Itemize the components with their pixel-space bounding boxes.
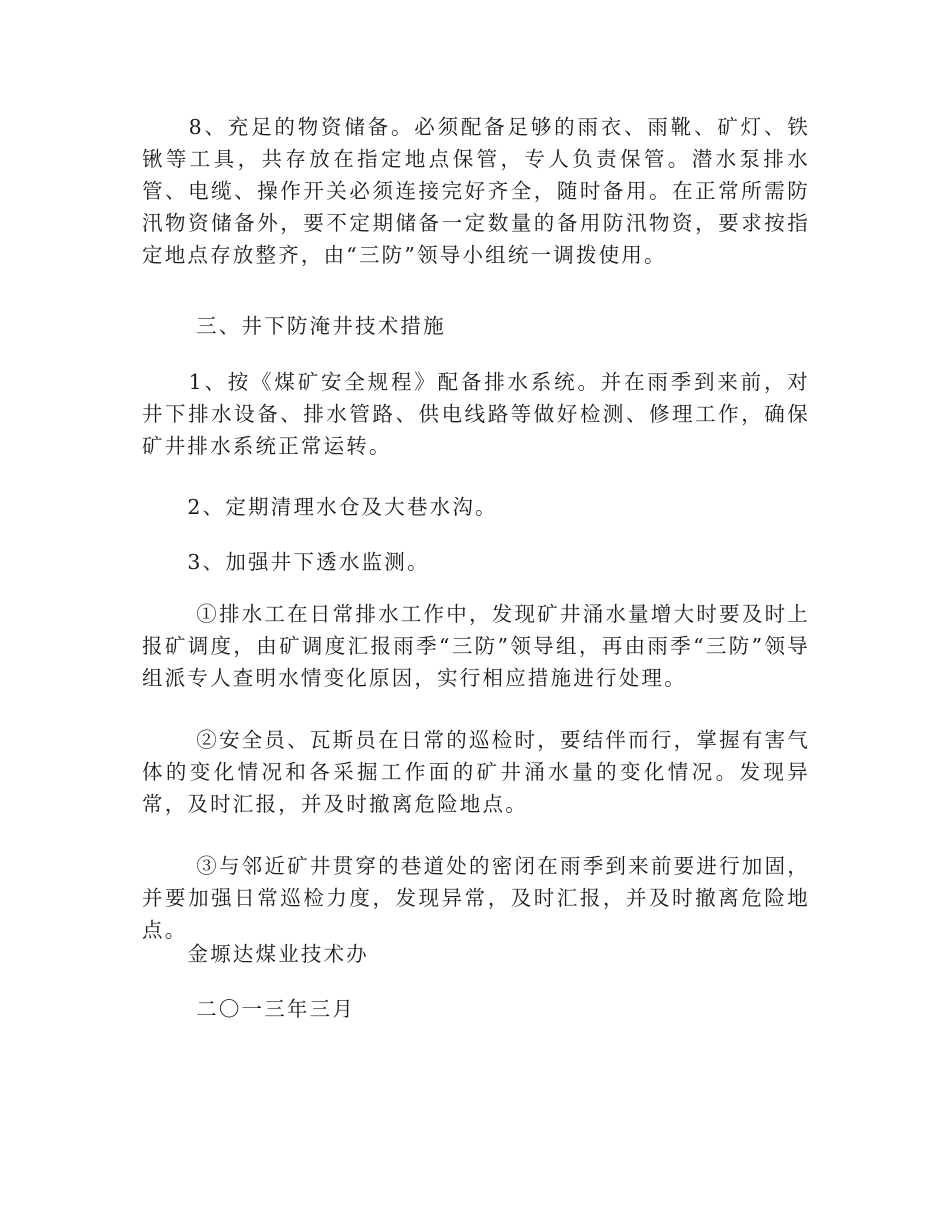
signature-department: 金塬达煤业技术办 xyxy=(142,942,369,966)
paragraph-drainage-system: 1、按《煤矿安全规程》配备排水系统。并在雨季到来前，对井下排水设备、排水管路、供电线路等做好检测、修理工作，确保矿井排水系统正常运转。 xyxy=(142,370,810,458)
paragraph-item-drainage-worker: ①排水工在日常排水工作中，发现矿井涌水量增大时要及时上报矿调度，由矿调度汇报雨季“三防”领导组，再由雨季“三防”领导组派专人查明水情变化原因，实行相应措施进行处理。 xyxy=(142,602,810,690)
signature-date: 二〇一三年三月 xyxy=(142,997,356,1021)
paragraph-clean-sump: 2、定期清理水仓及大巷水沟。 xyxy=(142,495,498,519)
paragraph-water-monitoring: 3、加强井下透水监测。 xyxy=(142,550,430,574)
paragraph-material-reserve: 8、充足的物资储备。必须配备足够的雨衣、雨靴、矿灯、铁锹等工具，共存放在指定地点保管，专人负责保管。潜水泵排水管、电缆、操作开关必须连接完好齐全，随时备用。在正常所需防汛物资储备外，要不定期储备一定数量的备用防汛物资，要求按指定地点存放整齐，由“三防”领导小组统一调拨使用。 xyxy=(142,115,810,267)
section-heading-underground-flood-prevention: 三、井下防淹井技术措施 xyxy=(142,314,446,338)
paragraph-item-adjacent-mine-seal: ③与邻近矿井贯穿的巷道处的密闭在雨季到来前要进行加固，并要加强日常巡检力度，发现异常，及时汇报，并及时撤离危险地点。 xyxy=(142,854,810,942)
paragraph-item-safety-inspector: ②安全员、瓦斯员在日常的巡检时，要结伴而行，掌握有害气体的变化情况和各采掘工作面的矿井涌水量的变化情况。发现异常，及时汇报，并及时撤离危险地点。 xyxy=(142,728,810,816)
